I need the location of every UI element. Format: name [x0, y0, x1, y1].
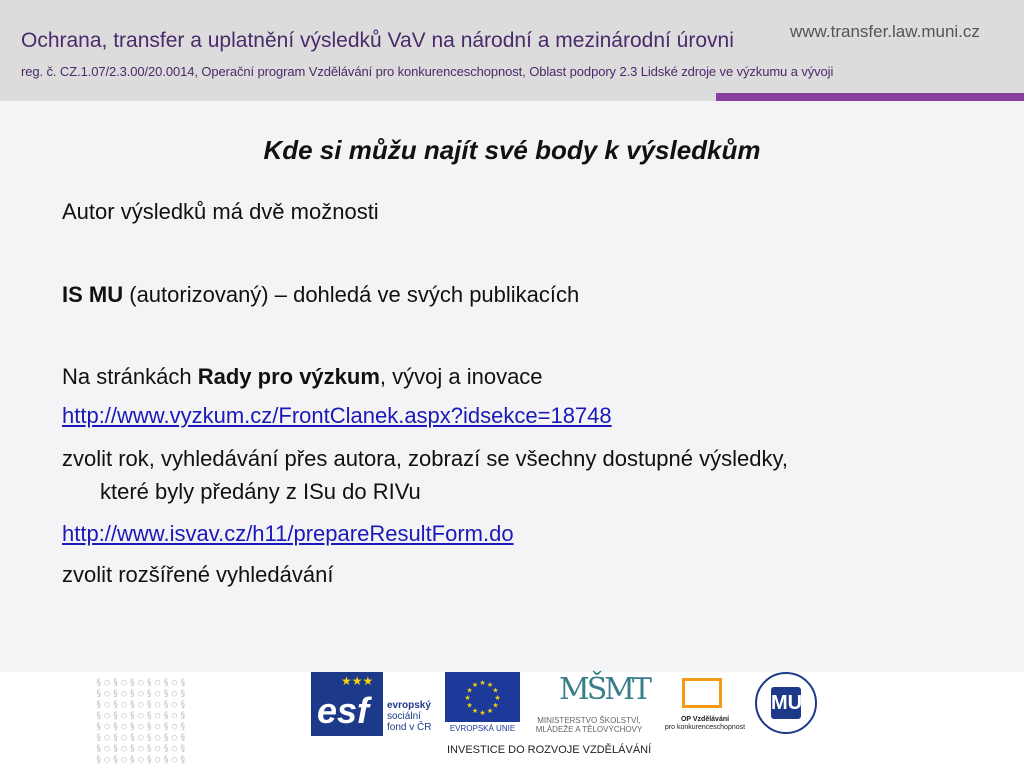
esf-line3: fond v ČR: [387, 722, 432, 733]
svg-text:★: ★: [466, 702, 473, 710]
op-caption: [660, 716, 750, 732]
step1-line1: zvolit rok, vyhledávání přes autora, zobrazí se všechny dostupné výsledky,: [62, 446, 788, 471]
mu-mark: MU: [771, 687, 801, 719]
svg-text:★: ★: [492, 702, 499, 710]
svg-text:★: ★: [486, 708, 494, 715]
svg-text:★: ★: [494, 695, 501, 702]
slide-title: Kde si můžu najít své body k výsledkům: [263, 135, 761, 165]
intro-text: Autor výsledků má dvě možnosti: [62, 199, 379, 224]
registration-line: reg. č. CZ.1.07/2.3.00/20.0014, Operační program Vzdělávání pro konkurenceschopnost, Oblast podpory 2.3 Lidské zdroje ve výzkumu a vývoji: [21, 64, 834, 79]
op-logo: [660, 672, 750, 736]
star-icon: ★★★: [341, 674, 374, 688]
svg-text:★: ★: [479, 710, 486, 717]
isvav-link[interactable]: http://www.isvav.cz/h11/prepareResultForm.do: [62, 521, 514, 546]
footer-logos: [0, 672, 1024, 768]
header-accent-bar: [716, 93, 1024, 101]
rady-prefix: Na stránkách: [62, 364, 198, 389]
header-banner: [0, 0, 1024, 101]
svg-text:★: ★: [464, 695, 471, 702]
op-line2: pro konkurenceschopnost: [664, 724, 746, 731]
msmt-line1: MINISTERSTVO ŠKOLSTVÍ,: [537, 716, 641, 725]
ismu-paragraph: [62, 282, 579, 308]
decorative-pattern: §○§○§○§○§○§ §○§○§○§○§○§ §○§○§○§○§○§ §○§○§○§○§○§ §○§○§○§○§○§ §○§○§○§○§○§ §○§○§○§○§○§ §○§○§○§○§○§: [96, 678, 189, 765]
svg-text:★: ★: [471, 682, 479, 689]
rady-bold: Rady pro výzkum: [197, 364, 380, 389]
ismu-label: IS MU: [62, 282, 124, 307]
esf-caption: [387, 700, 431, 733]
project-url[interactable]: www.transfer.law.muni.cz: [790, 22, 980, 41]
investice-tagline: INVESTICE DO ROZVOJE VZDĚLÁVÁNÍ: [447, 744, 652, 756]
eu-label: EVROPSKÁ UNIE: [449, 724, 516, 733]
svg-text:★: ★: [486, 682, 494, 689]
svg-text:★: ★: [479, 680, 486, 687]
project-title: Ochrana, transfer a uplatnění výsledků VaV na národní a mezinárodní úrovni: [21, 29, 734, 52]
vyzkum-link-row: [62, 403, 612, 429]
msmt-mark: MŠMT: [559, 672, 649, 707]
esf-box: [311, 672, 383, 736]
svg-text:★: ★: [471, 708, 479, 715]
vyzkum-link[interactable]: http://www.vyzkum.cz/FrontClanek.aspx?idsekce=18748: [62, 403, 612, 428]
ismu-description: (autorizovaný) – dohledá ve svých publikacích: [123, 282, 580, 307]
rady-suffix: , vývoj a inovace: [379, 364, 543, 389]
slide-content: [0, 101, 1024, 672]
muni-seal-logo: [755, 672, 817, 734]
svg-text:★: ★: [492, 687, 499, 695]
step1-line2: které byly předány z ISu do RIVu: [100, 479, 421, 504]
msmt-line2: MLÁDEŽE A TĚLOVÝCHOVY: [535, 725, 643, 734]
msmt-caption: [524, 716, 654, 734]
esf-line1: evropský: [387, 700, 431, 711]
esf-line2: sociální: [387, 711, 421, 722]
isvav-link-row: [62, 521, 514, 547]
step2-text: zvolit rozšířené vyhledávání: [62, 562, 334, 587]
svg-text:★: ★: [466, 687, 473, 695]
esf-wordmark: esf: [317, 690, 370, 731]
msmt-logo: [524, 672, 654, 736]
op-line1: OP Vzdělávání: [680, 716, 730, 723]
rady-paragraph: [62, 364, 543, 390]
eu-logo: [445, 672, 520, 736]
op-square-icon: [682, 678, 722, 708]
esf-logo: [311, 672, 441, 736]
eu-flag-icon: [445, 672, 520, 722]
